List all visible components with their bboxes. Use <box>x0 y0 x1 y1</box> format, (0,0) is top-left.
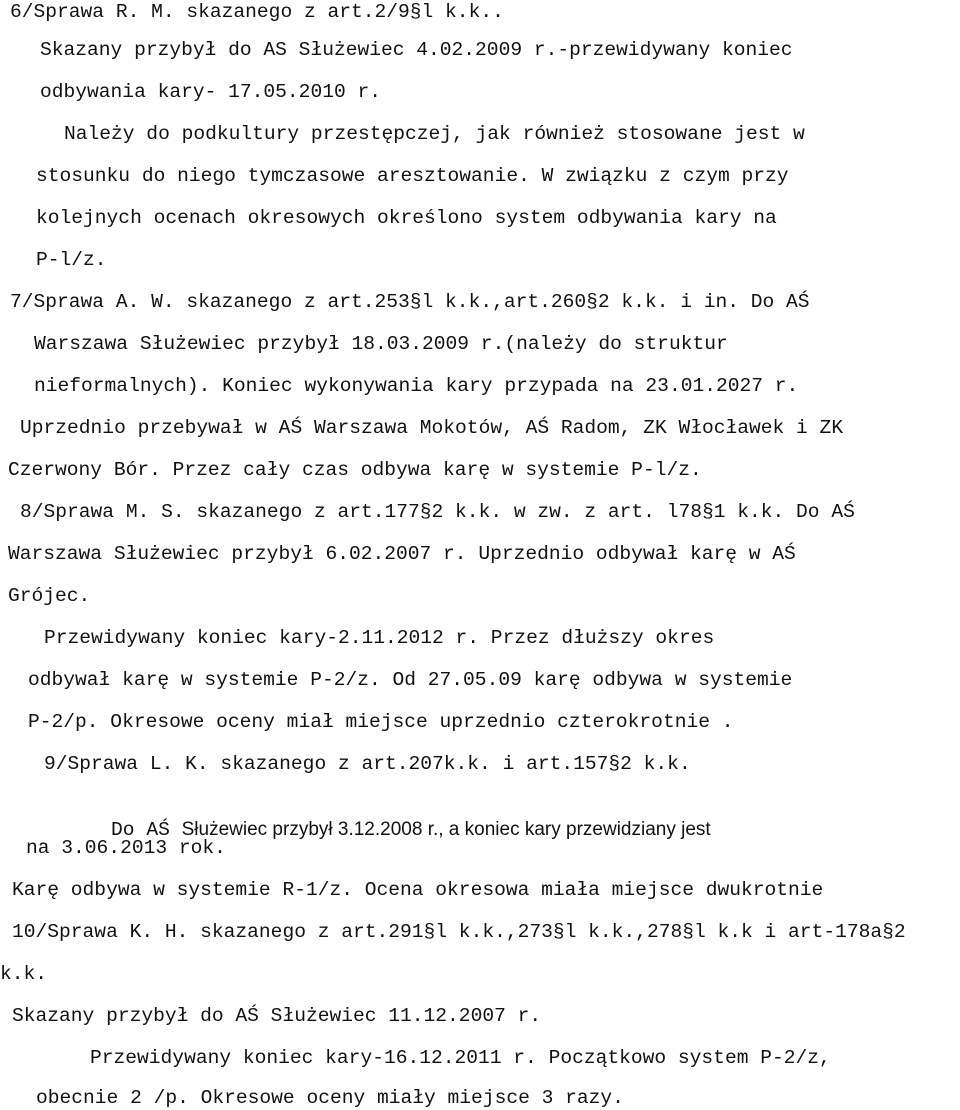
text-line: Karę odbywa w systemie R-1/z. Ocena okresowa miała miejsce dwukrotnie <box>12 879 824 901</box>
mono-segment: Do AŚ <box>111 819 182 841</box>
case-8-heading: 8/Sprawa M. S. skazanego z art.177§2 k.k. w zw. z art. l78§1 k.k. Do AŚ <box>20 501 855 523</box>
text-line: P-l/z. <box>36 249 107 271</box>
text-line: Skazany przybył do AŚ Służewiec 11.12.2007 r. <box>12 1005 542 1027</box>
text-line: stosunku do niego tymczasowe aresztowanie. W związku z czym przy <box>36 165 789 187</box>
mixed-font-line <box>64 794 711 841</box>
sans-segment: Służewiec przybył 3.12.2008 r., a koniec kary przewidziany jest <box>181 819 711 840</box>
case-6-heading: 6/Sprawa R. M. skazanego z art.2/9§l k.k.. <box>10 1 504 23</box>
text-line: Warszawa Służewiec przybył 6.02.2007 r. Uprzednio odbywał karę w AŚ <box>8 543 796 565</box>
text-line: k.k. <box>0 963 48 985</box>
text-line: Przewidywany koniec kary-16.12.2011 r. Początkowo system P-2/z, <box>90 1047 831 1069</box>
text-line: Skazany przybył do AS Służewiec 4.02.2009 r.-przewidywany koniec <box>40 39 793 61</box>
text-line: Warszawa Służewiec przybył 18.03.2009 r.(należy do struktur <box>34 333 728 355</box>
text-line: Należy do podkultury przestępczej, jak również stosowane jest w <box>64 123 805 145</box>
text-line: nieformalnych). Koniec wykonywania kary przypada na 23.01.2027 r. <box>34 375 799 397</box>
case-7-heading: 7/Sprawa A. W. skazanego z art.253§l k.k.,art.260§2 k.k. i in. Do AŚ <box>10 291 810 313</box>
text-line: Grójec. <box>8 585 91 607</box>
case-9-heading: 9/Sprawa L. K. skazanego z art.207k.k. i art.157§2 k.k. <box>44 753 691 775</box>
text-line: kolejnych ocenach okresowych określono system odbywania kary na <box>36 207 777 229</box>
text-line: P-2/p. Okresowe oceny miał miejsce uprzednio czterokrotnie . <box>28 711 734 733</box>
text-line: Czerwony Bór. Przez cały czas odbywa karę w systemie P-l/z. <box>8 459 702 481</box>
text-line: odbywał karę w systemie P-2/z. Od 27.05.09 karę odbywa w systemie <box>28 669 793 691</box>
case-10-heading: 10/Sprawa K. H. skazanego z art.291§l k.k.,273§l k.k.,278§l k.k i art-178a§2 <box>12 921 906 943</box>
text-line: na 3.06.2013 rok. <box>26 837 226 859</box>
text-line: odbywania kary- 17.05.2010 r. <box>40 81 381 103</box>
text-line: Uprzednio przebywał w AŚ Warszawa Mokotów, AŚ Radom, ZK Włocławek i ZK <box>20 417 844 439</box>
text-line: Przewidywany koniec kary-2.11.2012 r. Przez dłuższy okres <box>44 627 715 649</box>
text-line: obecnie 2 /p. Okresowe oceny miały miejsce 3 razy. <box>36 1087 624 1109</box>
